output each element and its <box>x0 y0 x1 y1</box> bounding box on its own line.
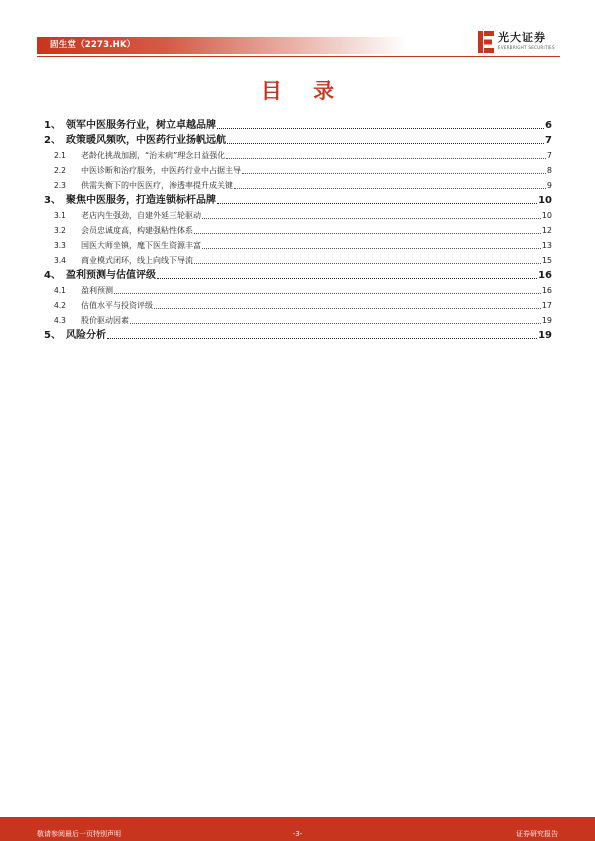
toc-leader-dots <box>226 158 546 159</box>
toc-entry-label: 股价驱动因素 <box>81 316 129 325</box>
toc-entry-number: 1、 <box>44 120 61 131</box>
toc-entry-subsection[interactable] <box>44 148 552 163</box>
toc-entry-page: 9 <box>546 181 552 190</box>
toc-entry-subsection[interactable] <box>44 313 552 328</box>
toc-entry-number: 2.3 <box>54 181 66 190</box>
toc-entry-number: 3.1 <box>54 211 66 220</box>
toc-entry-number: 3.2 <box>54 226 66 235</box>
toc-entry-number: 5、 <box>44 330 61 341</box>
toc-entry-section[interactable] <box>44 328 552 343</box>
page-number: -3- <box>292 830 303 838</box>
toc-entry-number: 4.3 <box>54 316 66 325</box>
toc-leader-dots <box>217 203 537 204</box>
toc-entry-page: 13 <box>541 241 552 250</box>
toc-entry-page: 15 <box>541 256 552 265</box>
toc-entry-label: 盈利预测 <box>81 286 113 295</box>
toc-entry-page: 16 <box>541 286 552 295</box>
toc-entry-number: 3、 <box>44 195 61 206</box>
toc-entry-label: 会员忠诚度高，构建强粘性体系 <box>81 226 193 235</box>
toc-entry-label: 政策暖风频吹，中医药行业扬帆远航 <box>66 135 226 146</box>
toc-entry-number: 4.1 <box>54 286 66 295</box>
toc-leader-dots <box>227 143 544 144</box>
toc-entry-page: 12 <box>541 226 552 235</box>
logo-cn-text: 光大证券 <box>498 31 546 44</box>
toc-entry-subsection[interactable] <box>44 238 552 253</box>
toc-leader-dots <box>157 278 537 279</box>
toc-leader-dots <box>202 248 541 249</box>
toc-entry-page: 6 <box>545 120 552 131</box>
toc-entry-subsection[interactable] <box>44 298 552 313</box>
toc-entry-number: 4、 <box>44 270 61 281</box>
toc-entry-subsection[interactable] <box>44 163 552 178</box>
toc-entry-page: 7 <box>546 151 552 160</box>
toc-entry-label: 国医大师坐镇，麾下医生资源丰富 <box>81 241 201 250</box>
toc-leader-dots <box>107 338 537 339</box>
toc-entry-label: 老店内生强劲，自建外延三轮驱动 <box>81 211 201 220</box>
toc-leader-dots <box>234 188 546 189</box>
toc-leader-dots <box>130 323 541 324</box>
toc-entry-page: 19 <box>538 330 552 341</box>
toc-leader-dots <box>154 308 541 309</box>
toc-entry-number: 3.4 <box>54 256 66 265</box>
toc-entry-label: 估值水平与投资评级 <box>81 301 153 310</box>
toc-entry-number: 3.3 <box>54 241 66 250</box>
toc-entry-number: 2、 <box>44 135 61 146</box>
toc-entry-page: 10 <box>538 195 552 206</box>
logo-en-text: EVERBRIGHT SECURITIES <box>498 45 555 50</box>
toc-entry-label: 领军中医服务行业，树立卓越品牌 <box>66 120 216 131</box>
everbright-logo-icon <box>478 31 494 53</box>
toc-entry-label: 聚焦中医服务，打造连锁标杆品牌 <box>66 195 216 206</box>
toc-entry-page: 8 <box>546 166 552 175</box>
toc-leader-dots <box>194 263 541 264</box>
header-divider <box>37 56 560 57</box>
toc-entry-section[interactable] <box>44 193 552 208</box>
toc-leader-dots <box>217 128 544 129</box>
toc-entry-label: 商业模式闭环，线上向线下导流 <box>81 256 193 265</box>
toc-entry-page: 7 <box>545 135 552 146</box>
toc-entry-section[interactable] <box>44 133 552 148</box>
toc-entry-number: 2.2 <box>54 166 66 175</box>
toc-entry-subsection[interactable] <box>44 283 552 298</box>
toc-entry-page: 19 <box>541 316 552 325</box>
toc-entry-page: 16 <box>538 270 552 281</box>
toc-entry-subsection[interactable] <box>44 208 552 223</box>
company-ticker: 固生堂（2273.HK） <box>50 40 136 50</box>
toc-entry-section[interactable] <box>44 268 552 283</box>
toc-entry-number: 2.1 <box>54 151 66 160</box>
toc-entry-page: 10 <box>541 211 552 220</box>
toc-entry-page: 17 <box>541 301 552 310</box>
everbright-logo <box>478 31 568 53</box>
page-title: 目 录 <box>260 79 347 103</box>
toc-leader-dots <box>194 233 541 234</box>
toc-entry-label: 老龄化挑战加剧，“治未病”理念日益强化 <box>81 151 226 160</box>
footer-disclaimer: 敬请参阅最后一页特别声明 <box>37 830 121 838</box>
toc-entry-subsection[interactable] <box>44 223 552 238</box>
toc-entry-label: 风险分析 <box>66 330 106 341</box>
toc-leader-dots <box>202 218 541 219</box>
toc-leader-dots <box>114 293 541 294</box>
footer-report-type: 证券研究报告 <box>516 830 558 838</box>
toc-entry-subsection[interactable] <box>44 178 552 193</box>
toc-entry-subsection[interactable] <box>44 253 552 268</box>
toc-entry-label: 供需失衡下的中医医疗，渗透率提升成关键 <box>81 181 233 190</box>
toc-entry-section[interactable] <box>44 118 552 133</box>
toc-entry-label: 中医诊断和治疗服务，中医药行业中占据主导 <box>81 166 241 175</box>
table-of-contents <box>44 118 552 343</box>
toc-leader-dots <box>242 173 546 174</box>
toc-entry-number: 4.2 <box>54 301 66 310</box>
toc-entry-label: 盈利预测与估值评级 <box>66 270 156 281</box>
